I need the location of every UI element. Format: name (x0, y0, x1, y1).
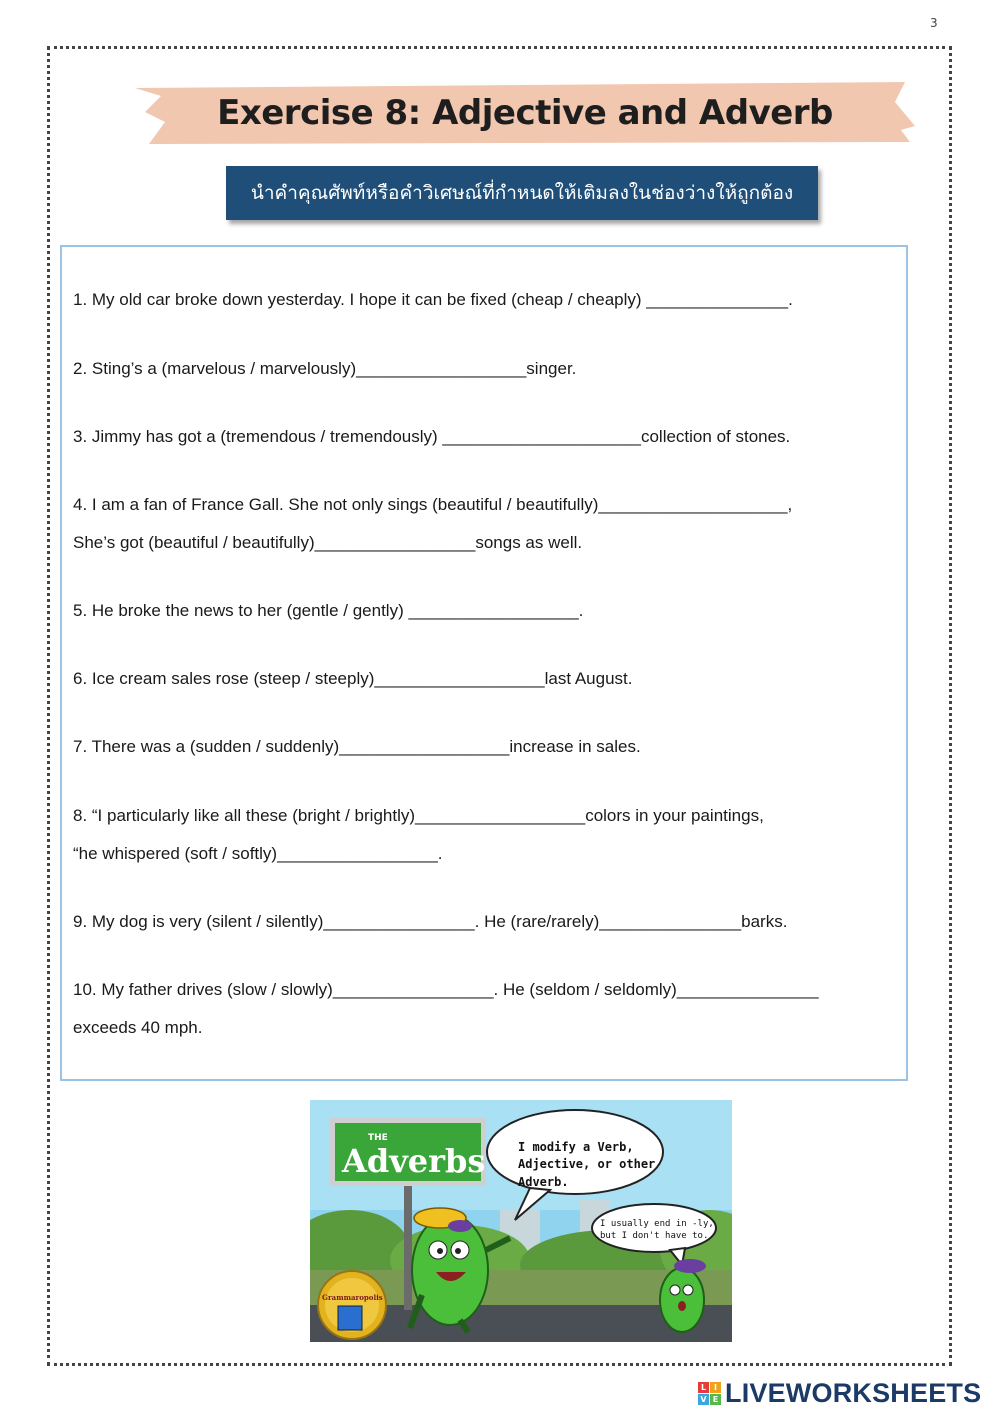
sign-the-text: THE (368, 1133, 388, 1143)
question-3: 3. Jimmy has got a (tremendous / tremendously) _____________________collection of stones. (73, 427, 791, 446)
question-8-continued: “he whispered (soft / softly)_________________. (73, 844, 443, 863)
question-9: 9. My dog is very (silent / silently)________________. He (rare/rarely)_______________barks. (73, 912, 788, 931)
question-10: 10. My father drives (slow / slowly)_________________. He (seldom / seldomly)_______________ (73, 980, 819, 999)
liveworksheets-logo (698, 1378, 981, 1408)
cartoon-illustration (310, 1100, 732, 1342)
logo-text: LIVEWORKSHEETS (725, 1377, 982, 1408)
question-2: 2. Sting’s a (marvelous / marvelously)__________________singer. (73, 359, 577, 378)
title-banner (135, 82, 915, 144)
coin-brand-text: Grammaropolis (322, 1293, 383, 1302)
question-7: 7. There was a (sudden / suddenly)__________________increase in sales. (73, 737, 641, 756)
question-10-continued: exceeds 40 mph. (73, 1018, 203, 1037)
question-5: 5. He broke the news to her (gentle / gently) __________________. (73, 601, 584, 620)
question-8: 8. “I particularly like all these (bright / brightly)__________________colors in your paintings, (73, 806, 764, 825)
exercise-title: Exercise 8: Adjective and Adverb (217, 93, 833, 133)
question-4: 4. I am a fan of France Gall. She not only sings (beautiful / beautifully)____________________, (73, 495, 793, 514)
logo-letter-grid (698, 1382, 721, 1405)
adverbs-cartoon (310, 1100, 732, 1342)
bubble1-line3: Adverb. (518, 1175, 569, 1189)
bubble1-line2: Adjective, or other (518, 1157, 656, 1171)
question-1: 1. My old car broke down yesterday. I hope it can be fixed (cheap / cheaply) _______________. (73, 290, 793, 309)
logo-letter-l: L (698, 1382, 709, 1393)
bubble2-line2: but I don't have to. (600, 1231, 709, 1241)
logo-letter-e: E (710, 1394, 721, 1405)
sign-adverbs-text: Adverbs (342, 1142, 486, 1180)
instruction-box: นำคำคุณศัพท์หรือคำวิเศษณ์ที่กำหนดให้เติมลงในช่องว่างให้ถูกต้อง (226, 166, 818, 220)
question-4-continued: She’s got (beautiful / beautifully)_________________songs as well. (73, 533, 583, 552)
logo-letter-v: V (698, 1394, 709, 1405)
bubble1-line1: I modify a Verb, (518, 1140, 634, 1154)
question-6: 6. Ice cream sales rose (steep / steeply)__________________last August. (73, 669, 633, 688)
page-number: 3 (930, 16, 938, 30)
logo-letter-i: I (710, 1382, 721, 1393)
bubble2-line1: I usually end in -ly, (600, 1219, 714, 1229)
